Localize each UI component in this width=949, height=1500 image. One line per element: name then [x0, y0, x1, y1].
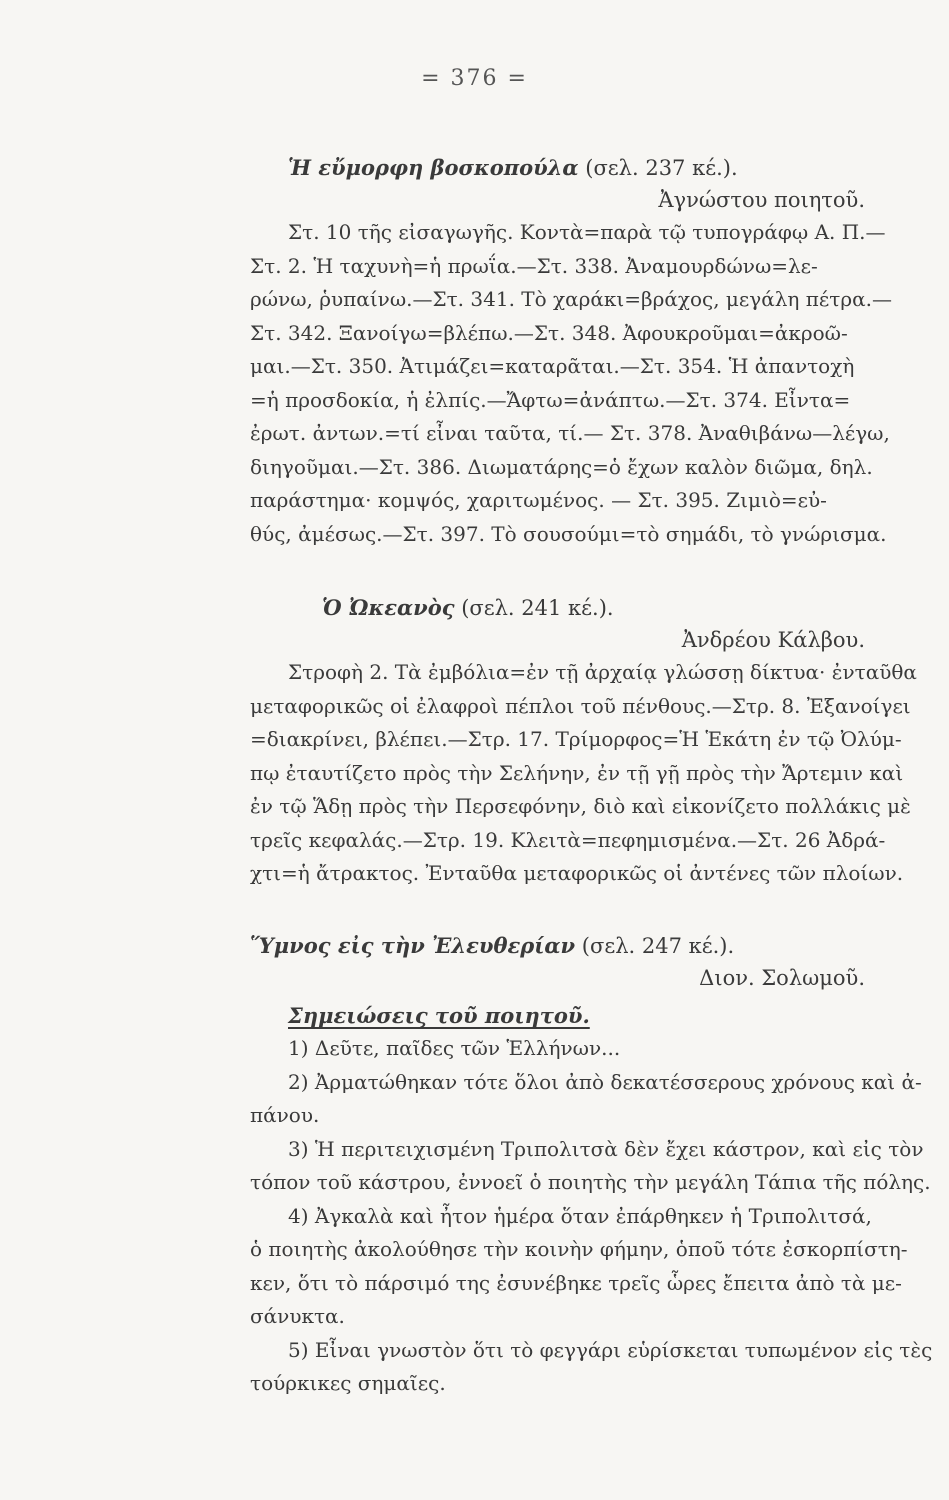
note-line: παράστημα· κομψός, χαριτωμένος. — Στ. 395. Ζιμιὸ=εὐ- — [250, 488, 827, 512]
note-line: Στροφὴ 2. Τὰ ἐμβόλια=ἐν τῇ ἀρχαίᾳ γλώσσῃ δίκτυα· ἐνταῦθα — [288, 660, 917, 684]
note-line: 5) Εἶναι γνωστὸν ὅτι τὸ φεγγάρι εὑρίσκεται τυπωμένον εἰς τὲς — [288, 1337, 933, 1362]
section-title — [250, 592, 875, 624]
section-title — [250, 930, 875, 962]
section-hymnos — [250, 930, 933, 1401]
note-line: 2) Ἀρματώθηκαν τότε ὅλοι ἀπὸ δεκατέσσερους χρόνους καὶ ἀ- — [288, 1069, 922, 1094]
page-ref: (σελ. 247 κέ.). — [581, 934, 735, 958]
note-line: θύς, ἀμέσως.—Στ. 397. Τὸ σουσούμι=τὸ σημάδι, τὸ γνώρισμα. — [250, 521, 887, 546]
page-ref: (σελ. 241 κέ.). — [461, 596, 614, 620]
note-line: σάνυκτα. — [250, 1304, 345, 1328]
note-line: ὁ ποιητὴς ἀκολούθησε τὴν κοινὴν φήμην, ὁποῦ τότε ἐσκορπίστη- — [250, 1237, 908, 1261]
note-line: 4) Ἀγκαλὰ καὶ ἦτον ἡμέρα ὅταν ἐπάρθηκεν ἡ Τριπολιτσά, — [288, 1203, 872, 1228]
note-line: μεταφορικῶς οἱ ἐλαφροὶ πέπλοι τοῦ πένθους.—Στρ. 8. Ἐξανοίγει — [250, 693, 911, 718]
note-line: μαι.—Στ. 350. Ἀτιμάζει=καταρᾶται.—Στ. 354. Ἡ ἀπαντοχὴ — [250, 354, 855, 378]
poem-author: Ἀνδρέου Κάλβου. — [681, 628, 865, 652]
page-number: = 376 = — [421, 66, 528, 91]
note-line: Στ. 10 τῆς εἰσαγωγῆς. Κοντὰ=παρὰ τῷ τυπογράφῳ Α. Π.— — [288, 220, 886, 244]
page-ref: (σελ. 237 κέ.). — [585, 156, 738, 180]
note-line: 3) Ἡ περιτειχισμένη Τριπολιτσὰ δὲν ἔχει κάστρον, καὶ εἰς τὸν — [288, 1136, 924, 1161]
note-line: ἐν τῷ Ἅδῃ πρὸς τὴν Περσεφόνην, διὸ καὶ εἰκονίζετο πολλάκις μὲ — [250, 794, 911, 818]
note-line: κεν, ὅτι τὸ πάρσιμό της ἐσυνέβηκε τρεῖς ὧρες ἔπειτα ἀπὸ τὰ με- — [250, 1270, 902, 1295]
poem-author: Διον. Σολωμοῦ. — [699, 966, 865, 990]
poem-author: Ἀγνώστου ποιητοῦ. — [658, 188, 865, 212]
notes-heading: Σημειώσεις τοῦ ποιητοῦ. — [288, 1003, 590, 1028]
note-line: διηγοῦμαι.—Στ. 386. Διωματάρης=ὁ ἔχων καλὸν διῶμα, δηλ. — [250, 454, 873, 479]
note-line: πῳ ἐταυτίζετο πρὸς τὴν Σελήνην, ἐν τῇ γῇ πρὸς τὴν Ἄρτεμιν καὶ — [250, 760, 904, 785]
note-line: =ἡ προσδοκία, ἡ ἐλπίς.—Ἄφτω=ἀνάπτω.—Στ. 374. Εἶντα= — [250, 387, 851, 412]
note-line: τρεῖς κεφαλάς.—Στρ. 19. Κλειτὰ=πεφημισμένα.—Στ. 26 Ἀδρά- — [250, 827, 886, 852]
note-line: τούρκικες σημαῖες. — [250, 1371, 446, 1395]
poem-title: Ἡ εὔμορφη βοσκοπούλα — [288, 155, 579, 180]
note-line: πάνου. — [250, 1103, 320, 1127]
note-line: Στ. 2. Ἡ ταχυνὴ=ἡ πρωΐα.—Στ. 338. Ἀναμουρδώνω=λε- — [250, 253, 818, 278]
note-line: =διακρίνει, βλέπει.—Στρ. 17. Τρίμορφος=Ἡ Ἑκάτη ἐν τῷ Ὀλύμ- — [250, 727, 902, 751]
note-line: Στ. 342. Ξανοίγω=βλέπω.—Στ. 348. Ἀφουκροῦμαι=ἀκροῶ- — [250, 320, 848, 345]
section-okeanos — [250, 592, 917, 891]
section-title — [250, 152, 875, 184]
note-line: χτι=ἡ ἄτρακτος. Ἐνταῦθα μεταφορικῶς οἱ ἀντένες τῶν πλοίων. — [250, 861, 904, 885]
note-line: 1) Δεῦτε, παῖδες τῶν Ἑλλήνων... — [288, 1036, 621, 1060]
note-line: τόπον τοῦ κάστρου, ἐννοεῖ ὁ ποιητὴς τὴν μεγάλη Τάπια τῆς πόλης. — [250, 1170, 931, 1194]
note-line: ἐρωτ. ἀντων.=τί εἶναι ταῦτα, τί.— Στ. 378. Ἀναθιβάνω—λέγω, — [250, 421, 890, 445]
note-line: ρώνω, ῥυπαίνω.—Στ. 341. Τὸ χαράκι=βράχος, μεγάλη πέτρα.— — [250, 287, 892, 311]
poem-title: Ὁ Ὠκεανὸς — [322, 595, 455, 620]
poem-title: Ὕμνος εἰς τὴν Ἐλευθερίαν — [250, 933, 576, 958]
section-boskopoula — [250, 152, 892, 551]
